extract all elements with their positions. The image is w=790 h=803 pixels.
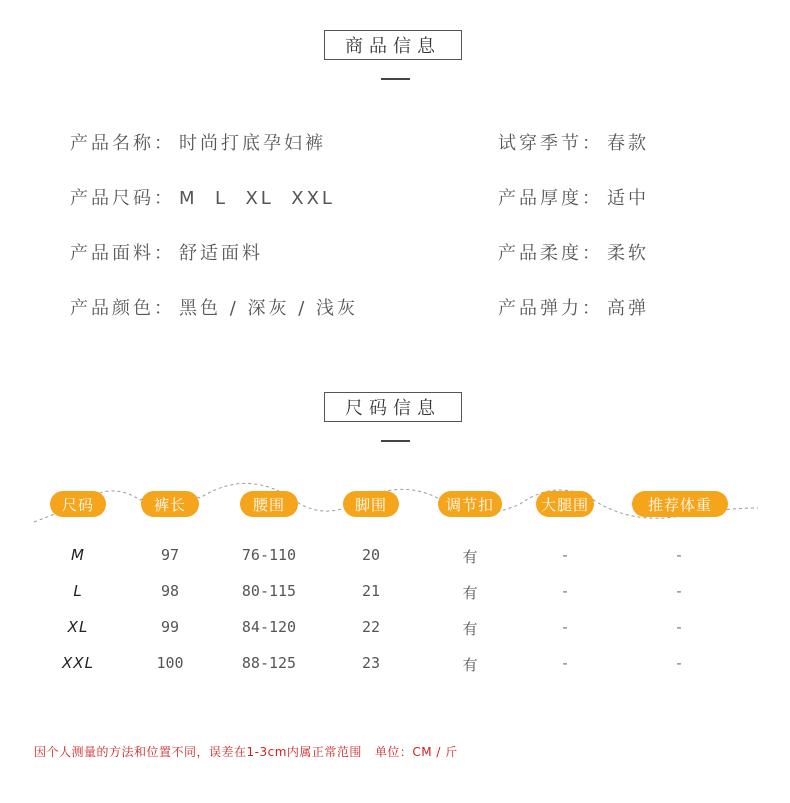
table-cell-length: 97 [160,546,180,564]
table-cell-size: L [73,582,83,600]
info-value: 黑色 / 深灰 / 浅灰 [179,298,359,319]
info-separator: ： [154,243,175,264]
info-label: 产品颜色 [70,298,154,319]
info-row-color [70,294,358,320]
table-cell-size: XL [67,618,89,636]
table-cell-waist: 80-115 [241,582,297,600]
info-value: 舒适面料 [179,243,263,264]
info-label: 产品面料 [70,243,154,264]
info-value: 高弹 [607,298,649,319]
table-cell-weight: - [674,618,684,636]
info-separator: ： [154,188,175,209]
info-row-elasticity [498,294,649,320]
table-cell-hem: 22 [361,618,381,636]
product-info-divider [381,78,410,80]
table-cell-adjust: 有 [462,656,478,674]
table-cell-weight: - [674,546,684,564]
table-cell-thigh: - [560,546,570,564]
table-cell-thigh: - [560,582,570,600]
header-length: 裤长 [141,491,199,517]
info-row-name [70,129,326,155]
header-weight: 推荐体重 [632,491,728,517]
info-separator: ： [582,188,603,209]
info-value: 春款 [607,133,649,154]
info-separator: ： [582,243,603,264]
info-row-thickness [498,184,649,210]
info-label: 产品名称 [70,133,154,154]
table-cell-thigh: - [560,618,570,636]
table-cell-weight: - [674,654,684,672]
table-cell-weight: - [674,582,684,600]
info-label: 试穿季节 [498,133,582,154]
table-cell-adjust: 有 [462,584,478,602]
product-info-title: 商品信息 [324,30,462,60]
header-hem: 脚围 [343,491,399,517]
table-cell-hem: 23 [361,654,381,672]
header-size: 尺码 [50,491,106,517]
info-value: 柔软 [607,243,649,264]
table-cell-thigh: - [560,654,570,672]
table-cell-hem: 21 [361,582,381,600]
header-thigh: 大腿围 [536,491,594,517]
header-waist: 腰围 [240,491,298,517]
info-separator: ： [154,298,175,319]
info-value: 适中 [607,188,649,209]
info-row-size [70,184,335,210]
info-label: 产品厚度 [498,188,582,209]
info-label: 产品弹力 [498,298,582,319]
info-separator: ： [582,298,603,319]
size-info-title: 尺码信息 [324,392,462,422]
info-row-softness [498,239,649,265]
info-value: M L XL XXL [179,188,335,209]
table-cell-length: 99 [160,618,180,636]
size-info-divider [381,440,410,442]
table-cell-waist: 76-110 [241,546,297,564]
table-cell-waist: 88-125 [241,654,297,672]
table-cell-hem: 20 [361,546,381,564]
info-separator: ： [154,133,175,154]
table-cell-adjust: 有 [462,548,478,566]
measurement-note: 因个人测量的方法和位置不同，误差在1-3cm内属正常范围 单位：CM / 斤 [34,745,458,759]
info-row-fabric [70,239,263,265]
info-value: 时尚打底孕妇裤 [179,133,326,154]
table-cell-size: M [71,546,85,564]
table-cell-adjust: 有 [462,620,478,638]
table-cell-length: 98 [160,582,180,600]
table-cell-length: 100 [156,654,184,672]
info-label: 产品尺码 [70,188,154,209]
header-adjust-button: 调节扣 [438,491,502,517]
table-cell-waist: 84-120 [241,618,297,636]
info-separator: ： [582,133,603,154]
table-cell-size: XXL [62,654,94,672]
info-label: 产品柔度 [498,243,582,264]
info-row-season [498,129,649,155]
